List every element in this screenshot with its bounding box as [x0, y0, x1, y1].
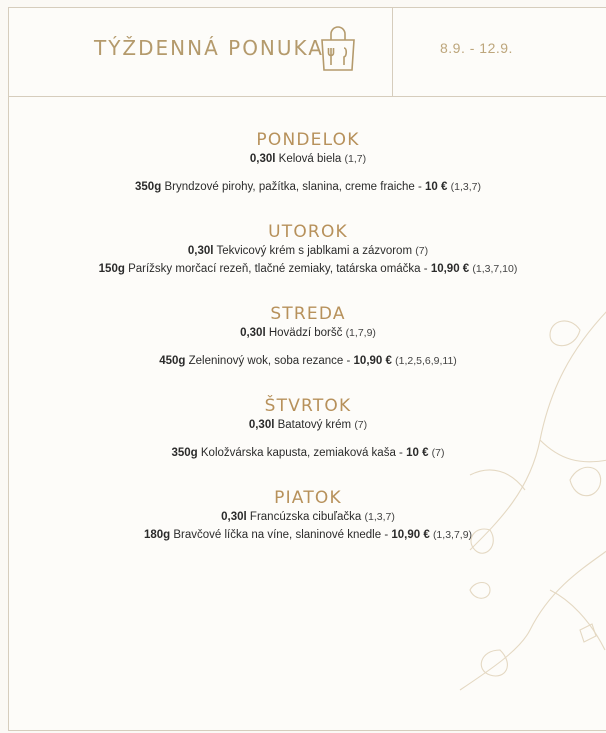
item-description: Tekvicový krém s jablkami a zázvorom [216, 245, 413, 257]
main-dish-item [8, 526, 606, 544]
item-quantity: 350g [171, 447, 198, 459]
day-section [8, 222, 606, 278]
item-description: Francúzska cibuľačka [249, 511, 362, 523]
day-section [8, 488, 606, 544]
date-range: 8.9. - 12.9. [440, 40, 513, 56]
weekly-menu [8, 130, 606, 544]
item-quantity: 0,30l [187, 245, 214, 257]
item-description: Batatový krém [277, 419, 352, 431]
item-description: Hovädzí boršč [268, 327, 343, 339]
item-allergens: (7) [431, 447, 445, 459]
item-price: 10,90 € [391, 529, 430, 541]
item-description: Koložvárska kapusta, zemiaková kaša - [200, 447, 403, 459]
menu-title: TÝŽDENNÁ PONUKA [94, 36, 324, 60]
soup-item [8, 324, 606, 342]
main-dish-item [8, 444, 606, 462]
main-dish-item [8, 178, 606, 196]
item-quantity: 0,30l [240, 327, 266, 339]
item-description: Kelová biela [278, 153, 342, 165]
item-allergens: (1,2,5,6,9,11) [395, 355, 457, 367]
item-price: 10 € [425, 181, 448, 193]
item-price: 10,90 € [353, 355, 392, 367]
main-dish-item [8, 260, 606, 278]
item-quantity: 180g [143, 529, 171, 541]
item-allergens: (1,3,7,10) [472, 263, 518, 275]
item-allergens: (1,3,7,9) [432, 529, 473, 541]
item-price: 10,90 € [430, 263, 470, 275]
soup-item [8, 150, 606, 168]
header-divider [392, 7, 393, 97]
item-allergens: (1,7,9) [345, 327, 376, 339]
day-heading: STREDA [270, 304, 346, 324]
item-description: Parížsky morčací rezeň, tlačné zemiaky, tatárska omáčka - [128, 263, 428, 275]
item-price: 10 € [406, 447, 429, 459]
item-description: Zeleninový wok, soba rezance - [188, 355, 351, 367]
item-quantity: 450g [159, 355, 186, 367]
soup-item [8, 416, 606, 434]
soup-item [8, 242, 606, 260]
item-quantity: 350g [135, 181, 162, 193]
item-quantity: 0,30l [221, 511, 247, 523]
main-dish-item [8, 352, 606, 370]
day-section [8, 304, 606, 370]
item-quantity: 0,30l [249, 153, 276, 165]
day-section [8, 130, 606, 196]
day-heading: PIATOK [274, 488, 342, 508]
day-heading: UTOROK [268, 222, 348, 242]
item-quantity: 0,30l [248, 419, 275, 431]
item-quantity: 150g [98, 263, 125, 275]
item-allergens: (1,3,7) [450, 181, 481, 193]
item-allergens: (1,7) [344, 153, 367, 165]
item-allergens: (7) [415, 245, 429, 257]
day-section [8, 396, 606, 462]
item-allergens: (7) [354, 419, 368, 431]
day-heading: ŠTVRTOK [264, 396, 352, 416]
shopping-bag-cutlery-icon [318, 26, 358, 72]
soup-item [8, 508, 606, 526]
item-description: Bravčové líčka na víne, slaninové knedle - [173, 529, 389, 541]
day-heading: PONDELOK [256, 130, 360, 150]
item-allergens: (1,3,7) [364, 511, 395, 523]
item-description: Bryndzové pirohy, pažítka, slanina, creme fraiche - [164, 181, 422, 193]
